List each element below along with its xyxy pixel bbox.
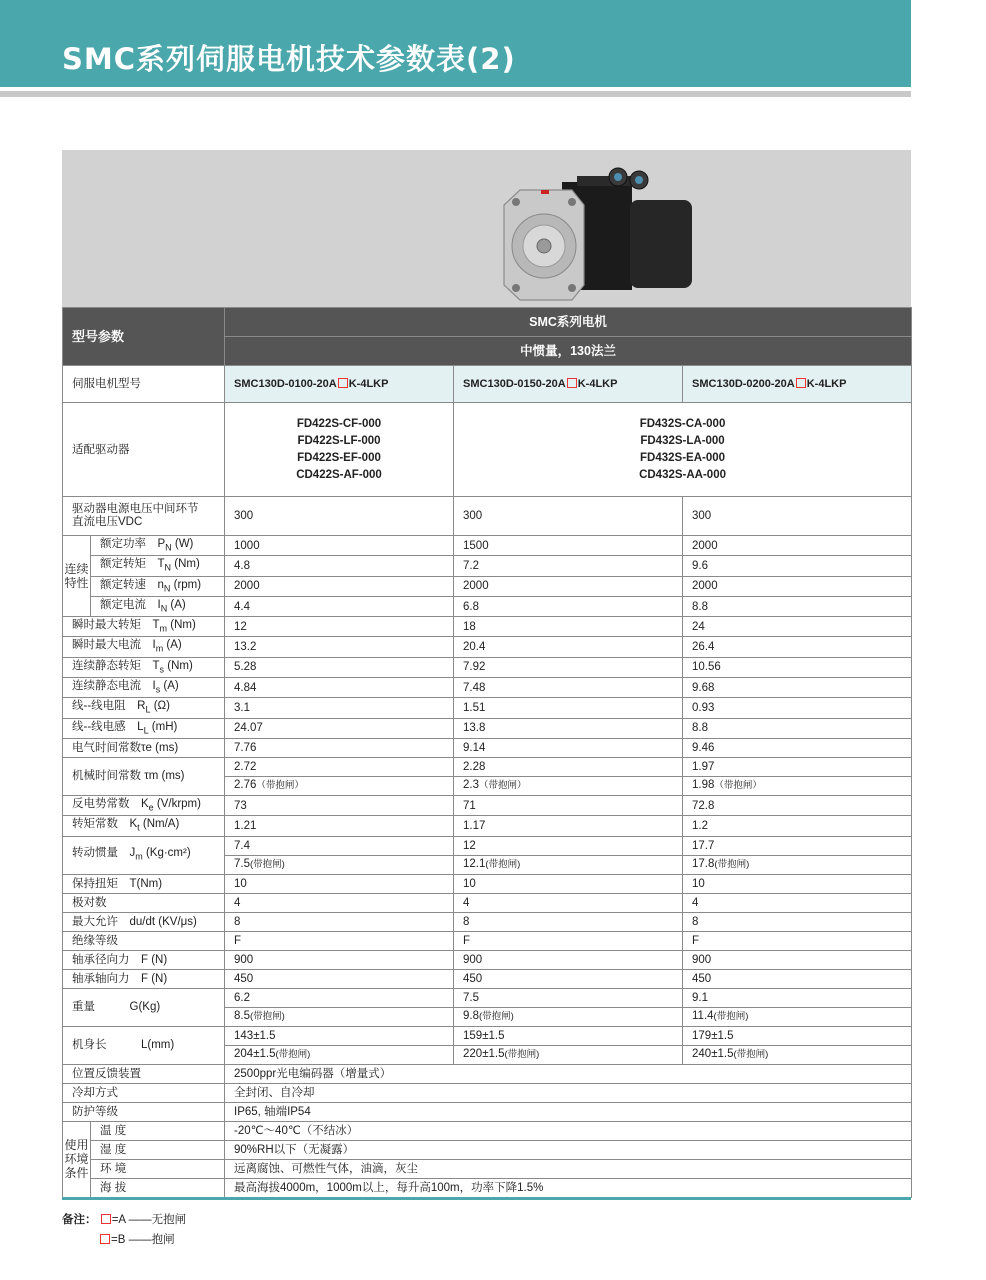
value-cell: 11.4(带抱闸): [683, 1007, 912, 1026]
table-row: [63, 1102, 912, 1121]
product-photo-panel: [62, 150, 911, 307]
value-cell: 7.5(带抱闸): [225, 855, 454, 874]
value-cell: 2000: [683, 536, 912, 556]
table-row: [63, 1064, 912, 1083]
value-cell: 204±1.5(带抱闸): [225, 1045, 454, 1064]
value-cell: 2.76（带抱闸）: [225, 776, 454, 795]
value-cell: 4.84: [225, 678, 454, 698]
table-row: [63, 1159, 912, 1178]
row-label: 重量 G(Kg): [63, 988, 225, 1026]
row-label: 线--线电感 $L_L$ (mH): [63, 718, 225, 738]
value-cell: 6.8: [454, 596, 683, 616]
row-label: 瞬时最大电流 $I_m$ (A): [63, 637, 225, 657]
value-cell: 71: [454, 795, 683, 815]
value-cell: 1000: [225, 536, 454, 556]
value-cell: 12: [225, 617, 454, 637]
row-label: 额定转速 $n_N$ (rpm): [91, 576, 225, 596]
table-row: [63, 1121, 912, 1140]
value-cell: 13.2: [225, 637, 454, 657]
option-box-icon: [567, 378, 577, 388]
value-cell: 1.51: [454, 698, 683, 718]
table-row: [63, 795, 912, 815]
table-row: [63, 617, 912, 637]
table-row: [63, 757, 912, 776]
value-cell: 7.2: [454, 556, 683, 576]
table-row: [63, 637, 912, 657]
servo-motor-image: [502, 160, 702, 305]
remark-line-1: 备注： =A ——无抱闸: [62, 1214, 187, 1226]
value-cell: 8: [683, 912, 912, 931]
value-cell: 7.5: [454, 988, 683, 1007]
value-cell: 900: [225, 950, 454, 969]
value-cell: 24.07: [225, 718, 454, 738]
value-cell: 全封闭、自冷却: [225, 1083, 912, 1102]
table-row: [63, 912, 912, 931]
row-label: 转矩常数 $K_t$ (Nm/A): [63, 816, 225, 836]
value-cell: 450: [683, 969, 912, 988]
value-cell: 4: [454, 893, 683, 912]
title-banner: [0, 0, 911, 87]
table-row: [63, 657, 912, 677]
value-cell: 9.14: [454, 738, 683, 757]
value-cell: 220±1.5(带抱闸): [454, 1045, 683, 1064]
table-row: [63, 874, 912, 893]
table-row: [63, 988, 912, 1007]
row-label: 适配驱动器: [63, 403, 225, 497]
value-cell: 6.2: [225, 988, 454, 1007]
model-cell: SMC130D-0200-20A K-4LKP: [683, 366, 912, 403]
row-label: 转动惯量 $J_m$ (Kg·cm²): [63, 836, 225, 874]
value-cell: 5.28: [225, 657, 454, 677]
value-cell: 143±1.5: [225, 1026, 454, 1045]
value-cell: 8: [454, 912, 683, 931]
value-cell: F: [454, 931, 683, 950]
value-cell: 300: [454, 497, 683, 536]
row-label: 位置反馈装置: [63, 1064, 225, 1083]
value-cell: 10.56: [683, 657, 912, 677]
value-cell: IP65, 轴端IP54: [225, 1102, 912, 1121]
value-cell: F: [225, 931, 454, 950]
driver-list: FD432S-CA-000 FD432S-LA-000 FD432S-EA-000 CD432S-AA-000: [454, 403, 912, 497]
value-cell: 12: [454, 836, 683, 855]
value-cell: 8.8: [683, 596, 912, 616]
model-cell: SMC130D-0150-20A K-4LKP: [454, 366, 683, 403]
value-cell: 4: [683, 893, 912, 912]
table-row: [63, 893, 912, 912]
row-label: 电气时间常数τe (ms): [63, 738, 225, 757]
remark-block: [62, 1210, 186, 1250]
row-label: 连续静态转矩 $T_s$ (Nm): [63, 657, 225, 677]
row-label: 轴承轴向力 F (N): [63, 969, 225, 988]
spec-table: [62, 307, 912, 1198]
group-label-continuous: 连续特性: [63, 536, 91, 617]
value-cell: 4.4: [225, 596, 454, 616]
value-cell: 1.98（带抱闸）: [683, 776, 912, 795]
table-row: [63, 403, 912, 497]
value-cell: 10: [454, 874, 683, 893]
footer-divider: [62, 1197, 911, 1200]
value-cell: 159±1.5: [454, 1026, 683, 1045]
value-cell: 1.97: [683, 757, 912, 776]
row-label: 绝缘等级: [63, 931, 225, 950]
table-row: [63, 576, 912, 596]
header-row: [63, 308, 912, 337]
row-label: 保持扭矩 T(Nm): [63, 874, 225, 893]
table-row: [63, 556, 912, 576]
remark-line-2: =B ——抱闸: [62, 1230, 186, 1250]
table-row: [63, 816, 912, 836]
value-cell: 3.1: [225, 698, 454, 718]
value-cell: 17.7: [683, 836, 912, 855]
value-cell: 8: [225, 912, 454, 931]
row-label: 机身长 L(mm): [63, 1026, 225, 1064]
banner-divider: [0, 91, 911, 97]
value-cell: 2000: [225, 576, 454, 596]
value-cell: 9.8(带抱闸): [454, 1007, 683, 1026]
value-cell: 300: [225, 497, 454, 536]
value-cell: 7.92: [454, 657, 683, 677]
table-row: [63, 698, 912, 718]
value-cell: 12.1(带抱闸): [454, 855, 683, 874]
value-cell: 1500: [454, 536, 683, 556]
row-label: 伺服电机型号: [63, 366, 225, 403]
row-label: 连续静态电流 $I_s$ (A): [63, 678, 225, 698]
page-title: SMC系列伺服电机技术参数表(2): [62, 42, 516, 76]
value-cell: 9.46: [683, 738, 912, 757]
row-label: 瞬时最大转矩 $T_m$ (Nm): [63, 617, 225, 637]
option-box-icon: [101, 1214, 111, 1224]
header-series: SMC系列电机: [225, 308, 912, 337]
row-label: 湿 度: [91, 1140, 225, 1159]
table-row: [63, 931, 912, 950]
row-label: 额定转矩 $T_N$ (Nm): [91, 556, 225, 576]
driver-list: FD422S-CF-000 FD422S-LF-000 FD422S-EF-000 CD422S-AF-000: [225, 403, 454, 497]
value-cell: F: [683, 931, 912, 950]
value-cell: 10: [683, 874, 912, 893]
value-cell: 900: [454, 950, 683, 969]
value-cell: 2000: [454, 576, 683, 596]
value-cell: 0.93: [683, 698, 912, 718]
table-row: [63, 1178, 912, 1197]
value-cell: 远离腐蚀、可燃性气体，油滴，灰尘: [225, 1159, 912, 1178]
option-box-icon: [338, 378, 348, 388]
header-sub: 中惯量，130法兰: [225, 337, 912, 366]
value-cell: 450: [454, 969, 683, 988]
table-row: [63, 718, 912, 738]
option-box-icon: [100, 1234, 110, 1244]
row-label: 驱动器电源电压中间环节 直流电压VDC: [63, 497, 225, 536]
row-label: 防护等级: [63, 1102, 225, 1121]
value-cell: 2000: [683, 576, 912, 596]
value-cell: 9.6: [683, 556, 912, 576]
row-label: 温 度: [91, 1121, 225, 1140]
value-cell: 17.8(带抱闸): [683, 855, 912, 874]
value-cell: 最高海拔4000m，1000m以上，每升高100m，功率下降1.5%: [225, 1178, 912, 1197]
table-row: [63, 836, 912, 855]
value-cell: 9.68: [683, 678, 912, 698]
value-cell: 20.4: [454, 637, 683, 657]
value-cell: 9.1: [683, 988, 912, 1007]
value-cell: 7.76: [225, 738, 454, 757]
value-cell: 10: [225, 874, 454, 893]
value-cell: 240±1.5(带抱闸): [683, 1045, 912, 1064]
table-row: [63, 1083, 912, 1102]
row-label: 反电势常数 $K_e$ (V/krpm): [63, 795, 225, 815]
value-cell: 2.72: [225, 757, 454, 776]
value-cell: 300: [683, 497, 912, 536]
table-row: [63, 596, 912, 616]
value-cell: 900: [683, 950, 912, 969]
row-label: 最大允许 du/dt (KV/μs): [63, 912, 225, 931]
table-row: [63, 366, 912, 403]
row-label: 线--线电阻 $R_L$ (Ω): [63, 698, 225, 718]
row-label: 环 境: [91, 1159, 225, 1178]
table-row: [63, 536, 912, 556]
row-label: 冷却方式: [63, 1083, 225, 1102]
value-cell: 18: [454, 617, 683, 637]
value-cell: 8.5(带抱闸): [225, 1007, 454, 1026]
value-cell: 2.3（带抱闸）: [454, 776, 683, 795]
value-cell: -20℃～40℃（不结冰）: [225, 1121, 912, 1140]
value-cell: 2.28: [454, 757, 683, 776]
value-cell: 7.4: [225, 836, 454, 855]
row-label: 额定功率 $P_N$ (W): [91, 536, 225, 556]
value-cell: 450: [225, 969, 454, 988]
value-cell: 26.4: [683, 637, 912, 657]
table-row: [63, 969, 912, 988]
value-cell: 24: [683, 617, 912, 637]
table-row: [63, 950, 912, 969]
row-label: 机械时间常数 τm (ms): [63, 757, 225, 795]
value-cell: 179±1.5: [683, 1026, 912, 1045]
row-label: 海 拔: [91, 1178, 225, 1197]
table-row: [63, 1026, 912, 1045]
value-cell: 73: [225, 795, 454, 815]
table-row: [63, 678, 912, 698]
value-cell: 1.17: [454, 816, 683, 836]
value-cell: 2500ppr光电编码器（增量式）: [225, 1064, 912, 1083]
model-cell: SMC130D-0100-20A K-4LKP: [225, 366, 454, 403]
row-label: 轴承径向力 F (N): [63, 950, 225, 969]
value-cell: 72.8: [683, 795, 912, 815]
row-label: 额定电流 $I_N$ (A): [91, 596, 225, 616]
table-row: [63, 497, 912, 536]
value-cell: 7.48: [454, 678, 683, 698]
value-cell: 90%RH以下（无凝露）: [225, 1140, 912, 1159]
value-cell: 1.2: [683, 816, 912, 836]
value-cell: 13.8: [454, 718, 683, 738]
row-label: 极对数: [63, 893, 225, 912]
header-label: 型号参数: [63, 308, 225, 366]
value-cell: 1.21: [225, 816, 454, 836]
table-row: [63, 1140, 912, 1159]
option-box-icon: [796, 378, 806, 388]
group-label-environment: 使用环境条件: [63, 1121, 91, 1197]
value-cell: 4: [225, 893, 454, 912]
value-cell: 4.8: [225, 556, 454, 576]
value-cell: 8.8: [683, 718, 912, 738]
table-row: [63, 738, 912, 757]
